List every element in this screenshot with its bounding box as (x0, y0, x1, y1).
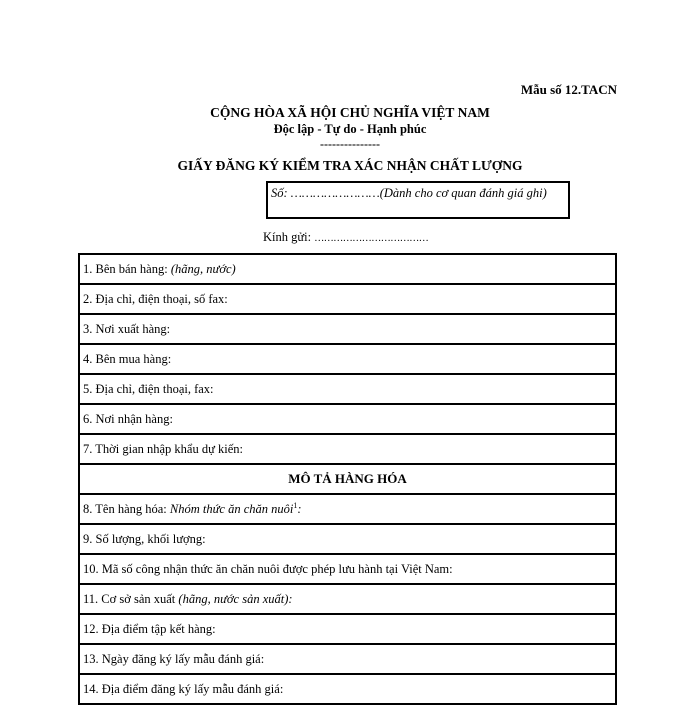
form-code: Mẫu số 12.TACN (520, 82, 617, 97)
form-field-cell (79, 584, 616, 614)
form-field-cell (79, 344, 616, 374)
table-row (79, 464, 616, 494)
form-field-cell (79, 434, 616, 464)
recipient-line (263, 230, 428, 245)
form-field-cell (79, 554, 616, 584)
field-label: 13. Ngày đăng ký lấy mẫu đánh giá: (83, 651, 265, 666)
field-label: 11. Cơ sở sản xuất (83, 591, 179, 606)
field-note: (hãng, nước) (170, 261, 236, 276)
table-row (79, 284, 616, 314)
field-label: 8. Tên hàng hóa: (83, 502, 170, 517)
form-field-cell (79, 374, 616, 404)
field-label: 3. Nơi xuất hàng: (83, 321, 171, 336)
table-row (79, 434, 616, 464)
registration-form-table (78, 253, 617, 705)
field-label: 5. Địa chỉ, điện thoại, fax: (83, 381, 214, 396)
form-field-cell (79, 524, 616, 554)
field-note-tail: : (297, 502, 302, 517)
table-row (79, 584, 616, 614)
section-heading: MÔ TẢ HÀNG HÓA (79, 464, 616, 494)
form-field-cell (79, 494, 616, 524)
form-field-cell (79, 404, 616, 434)
header-separator: --------------- (320, 137, 380, 151)
table-row (79, 494, 616, 524)
table-row (79, 374, 616, 404)
field-label: 2. Địa chỉ, điện thoại, số fax: (83, 291, 228, 306)
form-field-cell (79, 614, 616, 644)
field-label: 7. Thời gian nhập khẩu dự kiến: (83, 441, 244, 456)
footnote-marker: 1 (293, 500, 298, 510)
form-field-cell (79, 254, 616, 284)
national-title: CỘNG HÒA XÃ HỘI CHỦ NGHĨA VIỆT NAM (210, 105, 490, 120)
table-row (79, 614, 616, 644)
table-row (79, 644, 616, 674)
document-title: GIẤY ĐĂNG KÝ KIỂM TRA XÁC NHẬN CHẤT LƯỢNG (177, 158, 523, 173)
table-row (79, 524, 616, 554)
recipient-dots: ……………………………… (314, 233, 429, 244)
form-field-cell (79, 644, 616, 674)
table-row (79, 404, 616, 434)
field-label: 10. Mã số công nhận thức ăn chăn nuôi được phép lưu hành tại Việt Nam: (83, 561, 453, 576)
table-row (79, 314, 616, 344)
field-label: 14. Địa điểm đăng ký lấy mẫu đánh giá: (83, 681, 284, 696)
form-field-cell (79, 284, 616, 314)
national-motto: Độc lập - Tự do - Hạnh phúc (273, 122, 427, 136)
field-label: 1. Bên bán hàng: (83, 261, 171, 276)
registration-number-box (266, 181, 570, 219)
field-note: Nhóm thức ăn chăn nuôi (169, 502, 294, 517)
field-label: 6. Nơi nhận hàng: (83, 411, 173, 426)
field-note: (hãng, nước sản xuất): (178, 591, 293, 606)
table-row (79, 344, 616, 374)
registration-number-text: Số: ……………………(Dành cho cơ quan đánh giá ghi) (271, 186, 547, 200)
table-row (79, 554, 616, 584)
field-label: 12. Địa điểm tập kết hàng: (83, 621, 216, 636)
field-label: 9. Số lượng, khối lượng: (83, 531, 206, 546)
field-label: 4. Bên mua hàng: (83, 351, 172, 366)
recipient-label: Kính gửi: (263, 230, 312, 244)
form-field-cell (79, 314, 616, 344)
table-row (79, 254, 616, 284)
